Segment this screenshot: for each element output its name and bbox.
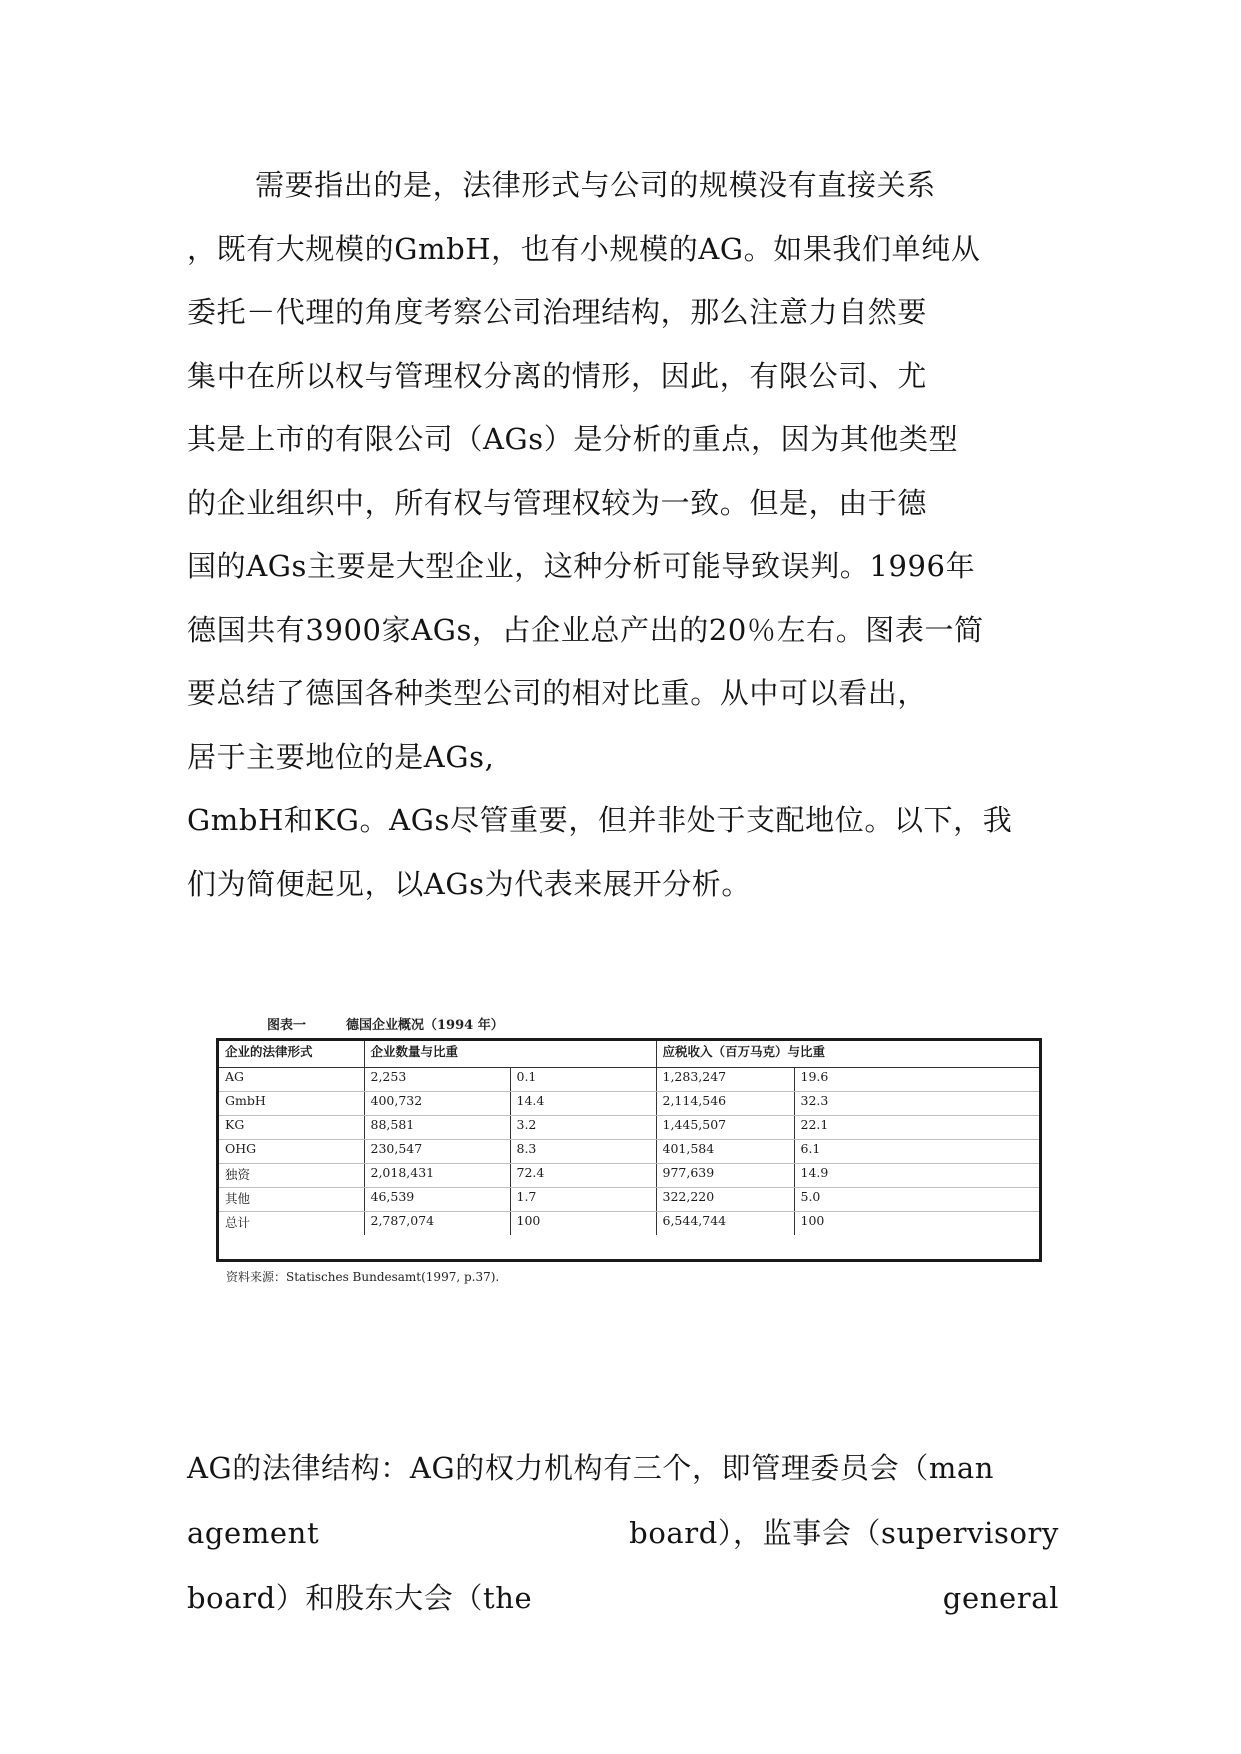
table-cell: 400,732: [364, 1092, 510, 1116]
table-cell: 2,114,546: [656, 1092, 794, 1116]
table-cell: 14.9: [794, 1164, 1039, 1188]
table-row: [219, 1116, 1039, 1140]
table-cell: 230,547: [364, 1140, 510, 1164]
body-paragraph-legal-form: [187, 162, 1047, 924]
text-line: 国的AGs主要是大型企业，这种分析可能导致误判。1996年: [187, 549, 976, 583]
text-line: 要总结了德国各种类型公司的相对比重。从中可以看出，: [187, 676, 928, 710]
table-cell: 2,253: [364, 1068, 510, 1092]
text-line: 其是上市的有限公司（AGs）是分析的重点，因为其他类型: [187, 422, 959, 456]
table-cell: 88,581: [364, 1116, 510, 1140]
figure-title: 德国企业概况（1994 年）: [346, 1018, 504, 1033]
table-cell: 977,639: [656, 1164, 794, 1188]
table-cell: 2,018,431: [364, 1164, 510, 1188]
table-row: [219, 1092, 1039, 1116]
text-line: GmbH和KG。AGs尽管重要，但并非处于支配地位。以下，我: [187, 803, 1013, 837]
table-cell: OHG: [219, 1140, 364, 1164]
table-cell: 32.3: [794, 1092, 1039, 1116]
text-line: 德国共有3900家AGs，占企业总产出的20％左右。图表一简: [187, 612, 984, 647]
text-segment: AG的法律结构：AG的权力机构有三个，即管理委员会（man: [187, 1451, 995, 1485]
table-cell: 100: [510, 1212, 656, 1236]
table-header-cell: 企业的法律形式: [219, 1041, 364, 1068]
table-cell: 2,787,074: [364, 1212, 510, 1236]
text-line: [187, 1510, 1059, 1575]
table-cell: 22.1: [794, 1116, 1039, 1140]
data-table-frame: [216, 1038, 1042, 1262]
text-line: ，既有大规模的GmbH，也有小规模的AG。如果我们单纯从: [187, 231, 981, 266]
text-line: 的企业组织中，所有权与管理权较为一致。但是，由于德: [187, 485, 928, 520]
table-cell: GmbH: [219, 1092, 364, 1116]
table-row: [219, 1188, 1039, 1212]
text-segment: general: [942, 1581, 1059, 1615]
text-segment: agement: [187, 1516, 320, 1550]
table-cell: 322,220: [656, 1188, 794, 1212]
text-line: 集中在所以权与管理权分离的情形，因此，有限公司、尤: [187, 358, 928, 393]
figure-german-enterprises: [212, 1014, 1042, 1286]
table-cell: 19.6: [794, 1068, 1039, 1092]
table-cell: 6,544,744: [656, 1212, 794, 1236]
table-cell: 1,283,247: [656, 1068, 794, 1092]
table-header-cell: 应税收入（百万马克）与比重: [656, 1041, 1039, 1068]
table-cell: 401,584: [656, 1140, 794, 1164]
table-cell: 其他: [219, 1188, 364, 1212]
table-cell: KG: [219, 1116, 364, 1140]
table-cell: 0.1: [510, 1068, 656, 1092]
table-cell: 1,445,507: [656, 1116, 794, 1140]
figure-number: 图表一: [267, 1018, 307, 1033]
text-line: 需要指出的是，法律形式与公司的规模没有直接关系: [255, 168, 936, 202]
data-table: [219, 1041, 1039, 1235]
table-cell: 独资: [219, 1164, 364, 1188]
table-cell: 5.0: [794, 1188, 1039, 1212]
table-cell: 3.2: [510, 1116, 656, 1140]
table-row: [219, 1140, 1039, 1164]
table-row: [219, 1164, 1039, 1188]
table-header-row: [219, 1041, 1039, 1068]
text-line: 居于主要地位的是AGs,: [187, 739, 495, 774]
figure-source-note: 资料来源：Statisches Bundesamt(1997, p.37).: [226, 1270, 500, 1284]
text-line: [187, 1575, 1059, 1640]
table-cell: 100: [794, 1212, 1039, 1236]
text-segment: board）和股东大会（the: [187, 1581, 533, 1615]
table-cell: AG: [219, 1068, 364, 1092]
text-line: 们为简便起见，以AGs为代表来展开分析。: [187, 866, 751, 901]
body-paragraph-ag-structure: [187, 1445, 1059, 1640]
table-cell: 72.4: [510, 1164, 656, 1188]
figure-caption: [267, 1014, 504, 1033]
text-segment: board），监事会（supervisory: [629, 1516, 1059, 1550]
table-header-cell: 企业数量与比重: [364, 1041, 656, 1068]
table-cell: 1.7: [510, 1188, 656, 1212]
table-row: [219, 1068, 1039, 1092]
text-line: 委托－代理的角度考察公司治理结构，那么注意力自然要: [187, 295, 928, 329]
table-cell: 6.1: [794, 1140, 1039, 1164]
table-cell: 14.4: [510, 1092, 656, 1116]
table-cell: 46,539: [364, 1188, 510, 1212]
table-cell: 总计: [225, 1215, 251, 1230]
text-line: [187, 1445, 1059, 1510]
table-cell: 8.3: [510, 1140, 656, 1164]
table-row-total: [219, 1212, 1039, 1236]
